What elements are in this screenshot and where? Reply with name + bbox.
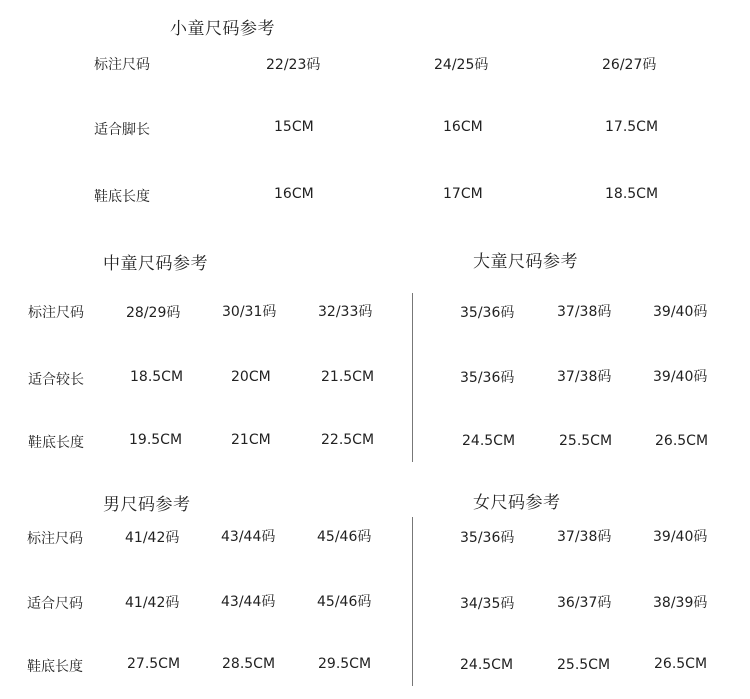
medium-cell: 32/33码	[318, 304, 373, 320]
men-cell: 28.5CM	[222, 656, 276, 672]
women-cell: 35/36码	[460, 530, 515, 546]
large-cell: 37/38码	[557, 304, 612, 320]
medium-size-title: 中童尺码参考	[103, 254, 208, 274]
small-cell: 17.5CM	[605, 119, 659, 135]
large-cell: 35/36码	[460, 370, 515, 386]
large-cell: 39/40码	[653, 304, 708, 320]
men-row-label: 适合尺码	[27, 596, 83, 612]
medium-cell: 21.5CM	[321, 369, 375, 385]
medium-cell: 18.5CM	[130, 369, 184, 385]
men-cell: 45/46码	[317, 594, 372, 610]
men-row-label: 标注尺码	[27, 531, 83, 547]
small-cell: 15CM	[274, 119, 314, 135]
men-cell: 43/44码	[221, 529, 276, 545]
small-cell: 26/27码	[602, 57, 657, 73]
women-cell: 25.5CM	[557, 657, 611, 673]
large-size-title: 大童尺码参考	[473, 252, 578, 272]
medium-row-label: 适合较长	[28, 372, 84, 388]
men-cell: 45/46码	[317, 529, 372, 545]
medium-cell: 20CM	[231, 369, 271, 385]
small-cell: 17CM	[443, 186, 483, 202]
section-divider	[412, 293, 413, 462]
men-cell: 41/42码	[125, 530, 180, 546]
men-size-title: 男尺码参考	[103, 495, 191, 515]
men-cell: 41/42码	[125, 595, 180, 611]
large-cell: 37/38码	[557, 369, 612, 385]
small-row-label: 适合脚长	[94, 122, 150, 138]
large-cell: 39/40码	[653, 369, 708, 385]
large-cell: 35/36码	[460, 305, 515, 321]
small-cell: 18.5CM	[605, 186, 659, 202]
small-cell: 22/23码	[266, 57, 321, 73]
medium-row-label: 标注尺码	[28, 305, 84, 321]
medium-cell: 28/29码	[126, 305, 181, 321]
large-cell: 25.5CM	[559, 433, 613, 449]
small-row-label: 鞋底长度	[94, 189, 150, 205]
women-size-title: 女尺码参考	[473, 493, 561, 513]
small-cell: 16CM	[274, 186, 314, 202]
medium-cell: 19.5CM	[129, 432, 183, 448]
small-cell: 24/25码	[434, 57, 489, 73]
medium-cell: 22.5CM	[321, 432, 375, 448]
men-row-label: 鞋底长度	[27, 659, 83, 675]
large-cell: 24.5CM	[462, 433, 516, 449]
large-cell: 26.5CM	[655, 433, 709, 449]
small-cell: 16CM	[443, 119, 483, 135]
men-cell: 43/44码	[221, 594, 276, 610]
medium-cell: 21CM	[231, 432, 271, 448]
section-divider	[412, 517, 413, 686]
women-cell: 37/38码	[557, 529, 612, 545]
women-cell: 26.5CM	[654, 656, 708, 672]
women-cell: 36/37码	[557, 595, 612, 611]
small-row-label: 标注尺码	[94, 57, 150, 73]
women-cell: 34/35码	[460, 596, 515, 612]
medium-cell: 30/31码	[222, 304, 277, 320]
small-size-title: 小童尺码参考	[170, 19, 275, 39]
men-cell: 27.5CM	[127, 656, 181, 672]
men-cell: 29.5CM	[318, 656, 372, 672]
women-cell: 39/40码	[653, 529, 708, 545]
medium-row-label: 鞋底长度	[28, 435, 84, 451]
women-cell: 24.5CM	[460, 657, 514, 673]
women-cell: 38/39码	[653, 595, 708, 611]
